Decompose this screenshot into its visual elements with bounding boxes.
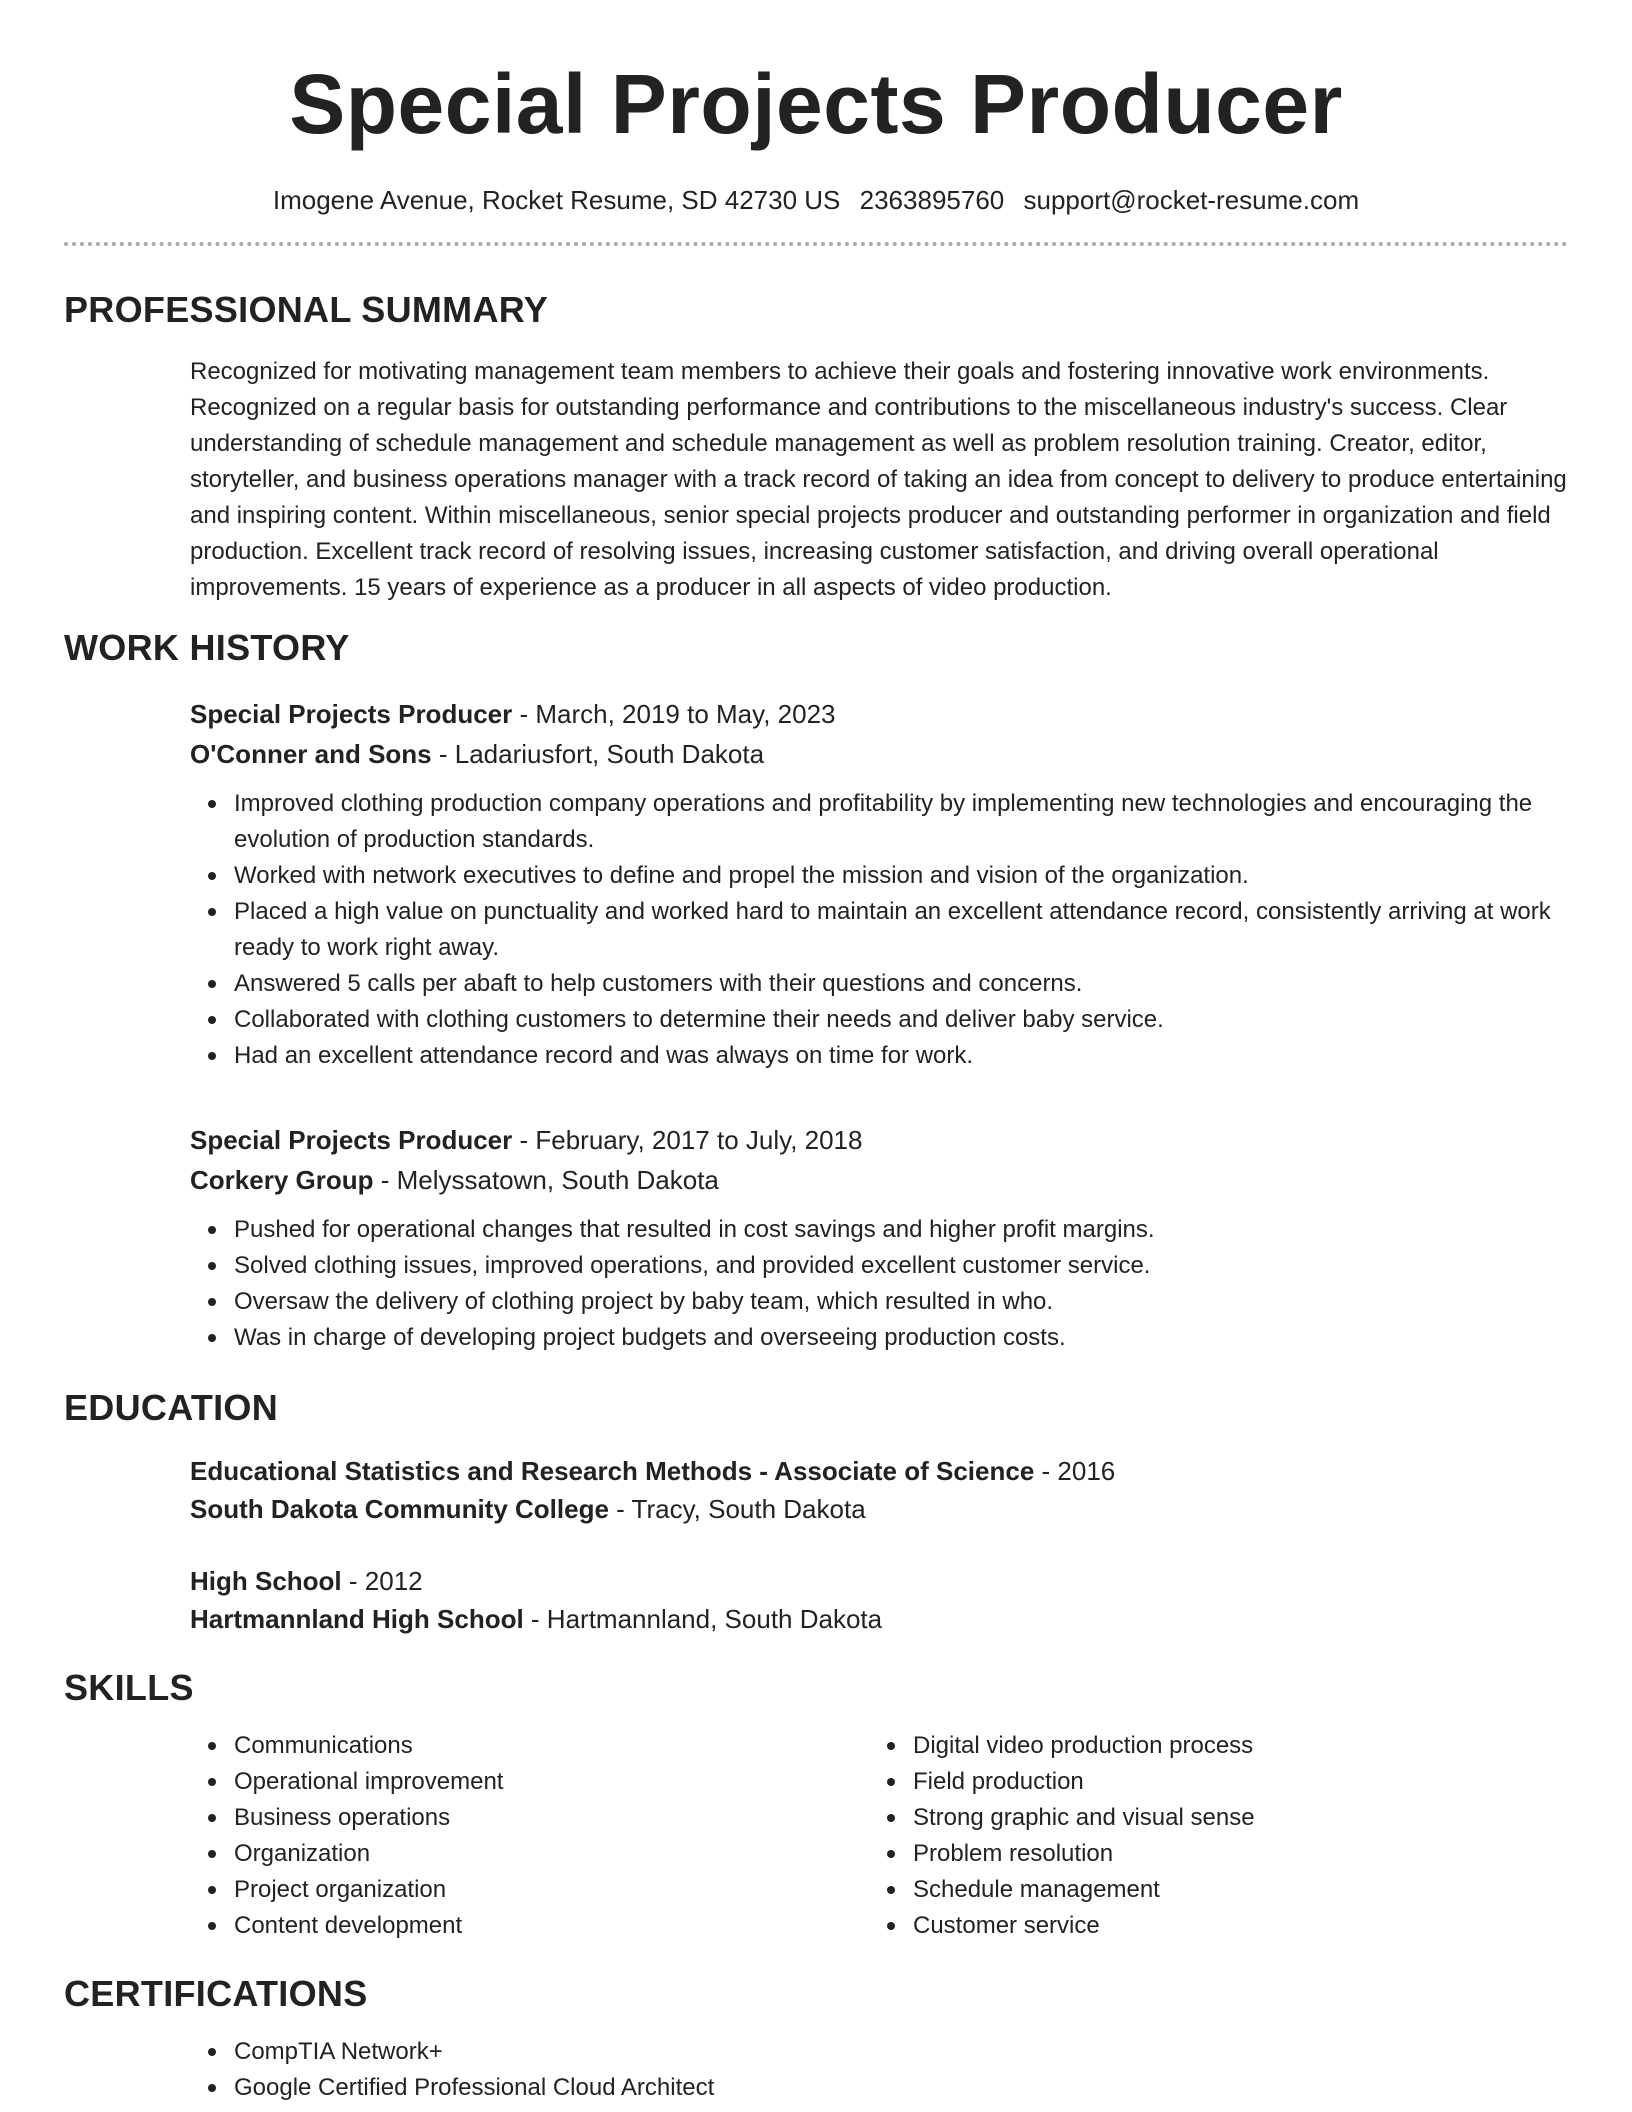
job-company: O'Conner and Sons: [190, 739, 432, 769]
skill-item: Operational improvement: [234, 1764, 869, 1800]
education-location: - Hartmannland, South Dakota: [523, 1604, 883, 1634]
job-bullet: Had an excellent attendance record and was always on time for work.: [234, 1038, 1568, 1074]
contact-address: Imogene Avenue, Rocket Resume, SD 42730 US: [272, 185, 841, 215]
education-degree: Educational Statistics and Research Methods - Associate of Science: [190, 1456, 1035, 1486]
job-bullets: [190, 786, 1568, 1074]
job-entry: [190, 694, 1568, 1074]
contact-email: support@rocket-resume.com: [1023, 185, 1360, 215]
job-bullet: Collaborated with clothing customers to determine their needs and deliver baby service.: [234, 1002, 1568, 1038]
skill-item: Strong graphic and visual sense: [913, 1800, 1489, 1836]
skills-grid: [190, 1728, 1568, 1944]
skills-list: [869, 1728, 1489, 1944]
skill-item: Communications: [234, 1728, 869, 1764]
job-bullet: Was in charge of developing project budgets and overseeing production costs.: [234, 1320, 1568, 1356]
skills-column-left: [190, 1728, 869, 1944]
education-school: South Dakota Community College: [190, 1494, 609, 1524]
skill-item: Digital video production process: [913, 1728, 1489, 1764]
education-location: - Tracy, South Dakota: [608, 1494, 866, 1524]
education-school: Hartmannland High School: [190, 1604, 524, 1634]
job-bullet: Pushed for operational changes that resulted in cost savings and higher profit margins.: [234, 1212, 1568, 1248]
job-bullet: Answered 5 calls per abaft to help customers with their questions and concerns.: [234, 966, 1568, 1002]
job-bullet: Worked with network executives to define and propel the mission and vision of the organization.: [234, 858, 1568, 894]
job-bullet: Solved clothing issues, improved operations, and provided excellent customer service.: [234, 1248, 1568, 1284]
education-degree-line: [190, 1562, 1568, 1600]
certifications-list-wrapper: [190, 2034, 1568, 2106]
skill-item: Content development: [234, 1908, 869, 1944]
job-bullet: Improved clothing production company operations and profitability by implementing new technologies and encouraging the evolution of production standards.: [234, 786, 1568, 858]
job-bullets: [190, 1212, 1568, 1356]
skill-item: Problem resolution: [913, 1836, 1489, 1872]
education-school-line: [190, 1600, 1568, 1638]
certification-item: Google Certified Professional Cloud Architect: [234, 2070, 1568, 2106]
work-history-heading: WORK HISTORY: [64, 627, 350, 668]
certifications-heading: CERTIFICATIONS: [64, 1973, 368, 2014]
job-dates: - February, 2017 to July, 2018: [512, 1125, 863, 1155]
contact-phone: 2363895760: [859, 185, 1005, 215]
education-degree-line: [190, 1452, 1568, 1490]
education-entry: [190, 1562, 1568, 1638]
education-school-line: [190, 1490, 1568, 1528]
job-role: Special Projects Producer: [190, 1125, 513, 1155]
job-company: Corkery Group: [190, 1165, 374, 1195]
education-degree: High School: [190, 1566, 342, 1596]
skills-heading: SKILLS: [64, 1667, 194, 1708]
resume-title: Special Projects Producer: [289, 57, 1343, 151]
job-role-line: [190, 694, 1568, 734]
job-location: - Ladariusfort, South Dakota: [431, 739, 765, 769]
job-bullet: Oversaw the delivery of clothing project by baby team, which resulted in who.: [234, 1284, 1568, 1320]
job-role: Special Projects Producer: [190, 699, 513, 729]
job-location: - Melyssatown, South Dakota: [373, 1165, 719, 1195]
skill-item: Field production: [913, 1764, 1489, 1800]
education-heading: EDUCATION: [64, 1387, 279, 1428]
job-company-line: [190, 1160, 1568, 1200]
skill-item: Business operations: [234, 1800, 869, 1836]
skills-list: [190, 1728, 869, 1944]
education-entry: [190, 1452, 1568, 1528]
education-year: - 2012: [341, 1566, 423, 1596]
certification-item: CompTIA Network+: [234, 2034, 1568, 2070]
job-role-line: [190, 1120, 1568, 1160]
skill-item: Customer service: [913, 1908, 1489, 1944]
job-company-line: [190, 734, 1568, 774]
certifications-list: [190, 2034, 1568, 2106]
education-year: - 2016: [1034, 1456, 1116, 1486]
skill-item: Project organization: [234, 1872, 869, 1908]
header-divider: [64, 242, 1568, 246]
summary-text: Recognized for motivating management team members to achieve their goals and fostering innovative work environments. Recognized on a regular basis for outstanding performance and contributions to the miscellaneous industry's success. Clear understanding of schedule management and schedule management as well as problem resolution training. Creator, editor, storyteller, and business operations manager with a track record of taking an idea from concept to delivery to produce entertaining and inspiring content. Within miscellaneous, senior special projects producer and outstanding performer in organization and field production. Excellent track record of resolving issues, increasing customer satisfaction, and driving overall operational improvements. 15 years of experience as a producer in all aspects of video production.: [190, 358, 1567, 601]
skill-item: Schedule management: [913, 1872, 1489, 1908]
job-entry: [190, 1120, 1568, 1356]
summary-heading: PROFESSIONAL SUMMARY: [64, 289, 549, 330]
job-bullet: Placed a high value on punctuality and worked hard to maintain an excellent attendance record, consistently arriving at work ready to work right away.: [234, 894, 1568, 966]
job-dates: - March, 2019 to May, 2023: [512, 699, 836, 729]
contact-line: [64, 182, 1568, 218]
skill-item: Organization: [234, 1836, 869, 1872]
resume-page: [64, 0, 1568, 2106]
skills-column-right: [869, 1728, 1489, 1944]
